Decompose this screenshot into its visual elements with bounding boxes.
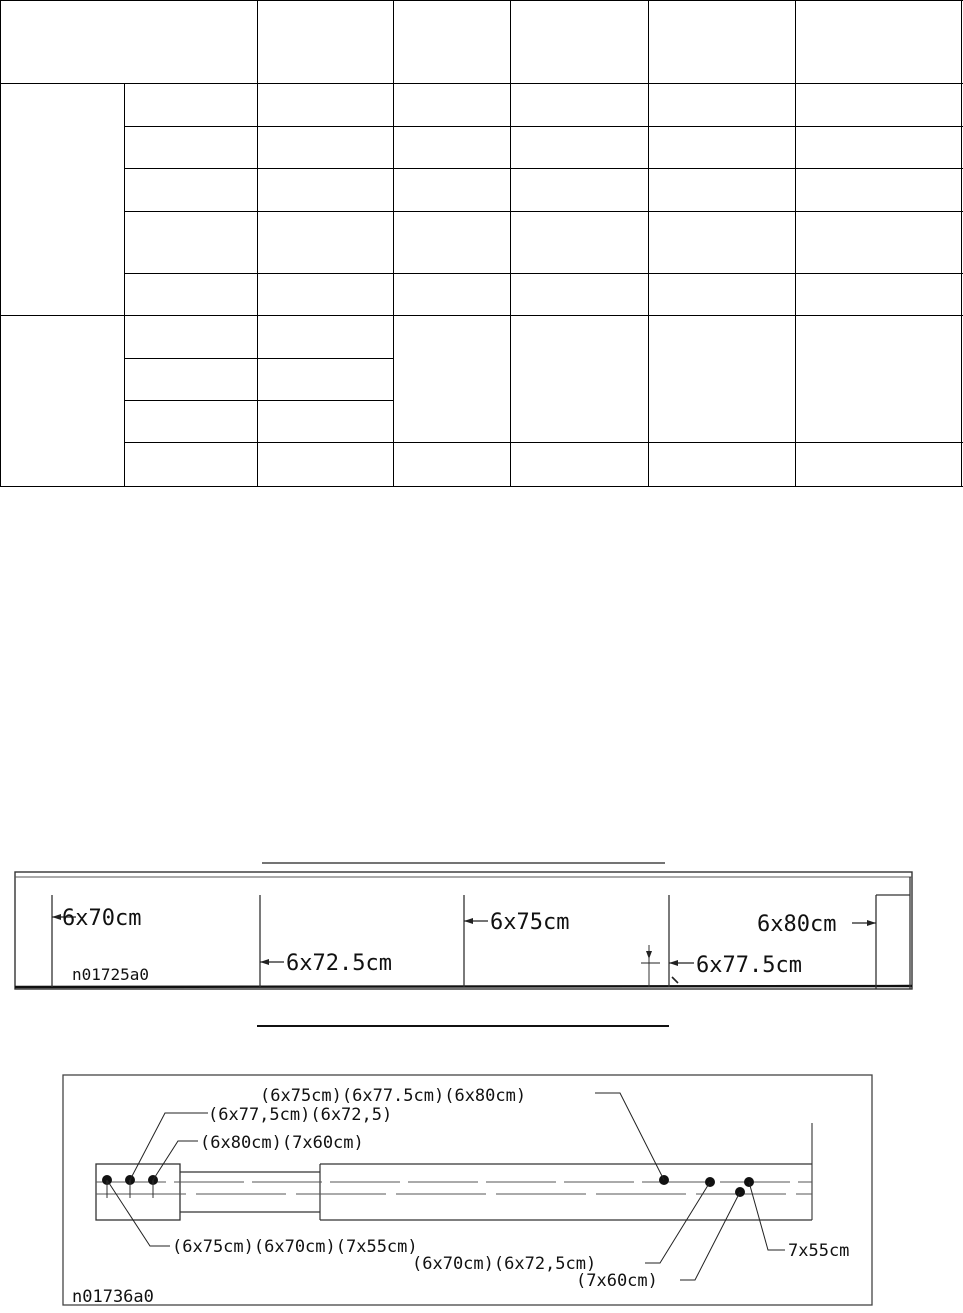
fig2-label-top1: (6x75cm)(6x77.5cm)(6x80cm) xyxy=(260,1086,527,1106)
fig1-drawing-code: n01725a0 xyxy=(72,965,150,984)
table-group-line xyxy=(0,315,963,316)
fig1-label-1: 6x70cm xyxy=(62,906,142,931)
table-col-line xyxy=(795,0,796,487)
fig2-label-right: 7x55cm xyxy=(788,1241,850,1261)
fig1-label-2: 6x72.5cm xyxy=(286,951,392,976)
fig2-label-bottom1: (6x75cm)(6x70cm)(7x55cm) xyxy=(172,1237,418,1257)
table-row-line xyxy=(124,442,963,443)
fig2-drawing-code: n01736a0 xyxy=(72,1287,154,1307)
table-col-line xyxy=(648,0,649,487)
table-col-line xyxy=(257,0,258,487)
table-row-line xyxy=(124,211,963,212)
specification-table xyxy=(0,0,963,488)
fig2-label-bottom2: (6x70cm)(6x72,5cm) xyxy=(412,1254,597,1274)
table-row-line xyxy=(124,168,963,169)
figure-1-drawing xyxy=(0,855,963,1000)
fig2-label-bottom3: (7x60cm) xyxy=(576,1271,658,1291)
table-col-line xyxy=(510,0,511,487)
figure-2-dimension-line xyxy=(257,1025,669,1027)
table-border-right xyxy=(961,0,962,487)
figure-2-drawing xyxy=(0,1068,963,1308)
figure-2-bar-layout xyxy=(0,1068,963,1308)
fig1-label-3: 6x75cm xyxy=(490,910,570,935)
table-border-top xyxy=(0,0,963,1)
fig1-label-4: 6x77.5cm xyxy=(696,953,802,978)
table-header-bottom xyxy=(0,83,963,84)
figure-1-bar-layout xyxy=(0,855,963,1000)
table-row-line xyxy=(124,358,393,359)
table-border-bottom xyxy=(0,486,963,487)
fig2-label-top2: (6x77,5cm)(6x72,5) xyxy=(208,1105,393,1125)
table-border-left xyxy=(0,0,1,487)
table-col-line xyxy=(393,0,394,487)
fig1-label-5: 6x80cm xyxy=(757,912,837,937)
table-row-line xyxy=(124,400,393,401)
table-row-line xyxy=(124,126,963,127)
table-row-line xyxy=(124,273,963,274)
table-col-line xyxy=(124,83,125,487)
fig2-label-top3: (6x80cm)(7x60cm) xyxy=(200,1133,364,1153)
